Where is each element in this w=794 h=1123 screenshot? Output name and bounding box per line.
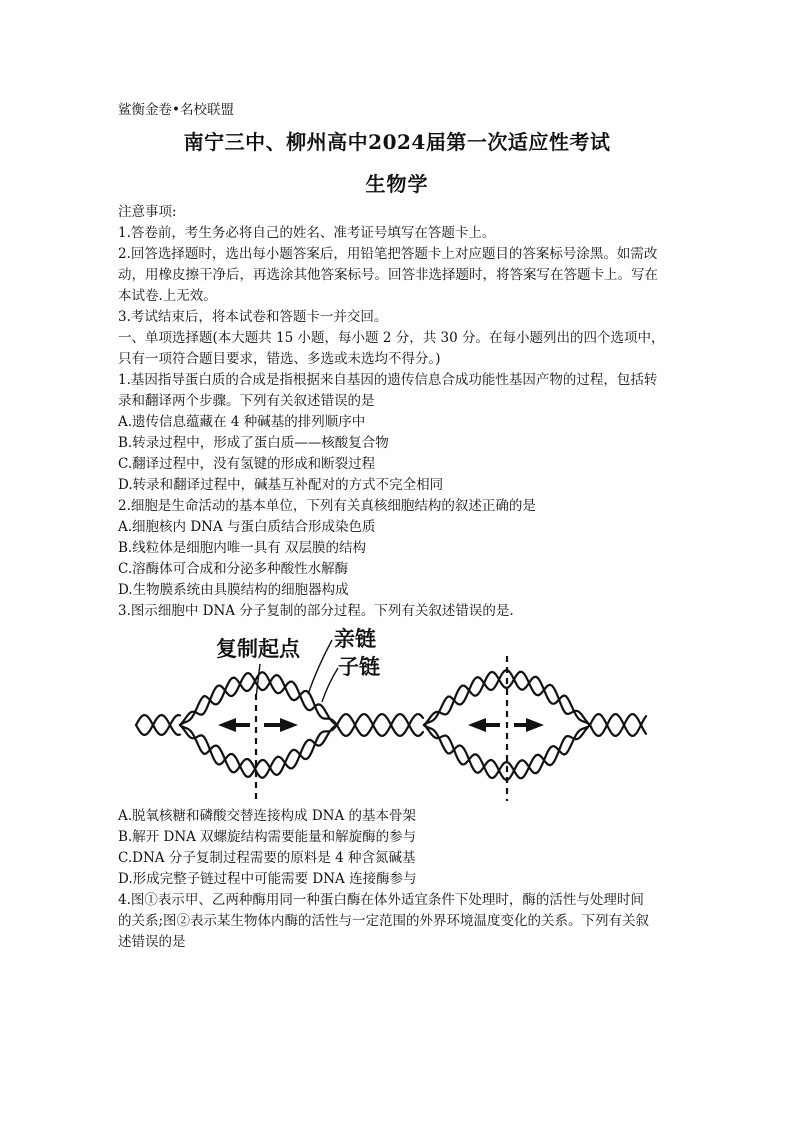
left-arrow-icon <box>468 718 500 732</box>
question-line: 述错误的是 <box>118 934 186 950</box>
question-line: 录和翻译两个步骤。下列有关叙述错误的是 <box>118 393 375 409</box>
origin-label: 复制起点 <box>216 637 300 661</box>
notice-item: 本试卷.上无效。 <box>118 288 217 304</box>
dna-strands <box>136 670 646 780</box>
notice-item: 1.答卷前，考生务必将自己的姓名、准考证号填写在答题卡上。 <box>118 225 496 241</box>
option-line: C.DNA 分子复制过程需要的原料是 4 种含氮碱基 <box>118 850 416 866</box>
option-line: B.转录过程中，形成了蛋白质——核酸复合物 <box>118 435 389 451</box>
question-line: 4.图①表示甲、乙两种酶用同一种蛋白酶在体外适宜条件下处理时，酶的活性与处理时间 <box>118 892 644 908</box>
dna-replication-figure <box>132 626 652 804</box>
section-heading: 一、单项选择题(本大题共 15 小题，每小题 2 分，共 30 分。在每小题列出的四个选项中， <box>118 330 665 346</box>
exam-title: 南宁三中、柳州高中2024届第一次适应性考试 <box>183 130 611 154</box>
section-heading: 只有一项符合题目要求，错选、多选或未选均不得分。) <box>118 351 441 367</box>
daughter-pointer <box>322 668 338 702</box>
option-line: A.脱氧核糖和磷酸交替连接构成 DNA 的基本骨架 <box>118 808 417 824</box>
option-line: C.翻译过程中，没有氢键的形成和断裂过程 <box>118 456 376 472</box>
notice-item: 2.回答选择题时，选出每小题答案后，用铅笔把答题卡上对应题目的答案标号涂黑。如需改 <box>118 246 658 262</box>
daughter-strand-label: 子链 <box>338 655 380 679</box>
left-arrow-icon <box>218 718 250 732</box>
notice-heading: 注意事项: <box>118 204 177 220</box>
option-line: C.溶酶体可合成和分泌多种酸性水解酶 <box>118 561 349 577</box>
option-line: B.解开 DNA 双螺旋结构需要能量和解旋酶的参与 <box>118 829 417 845</box>
parent-strand-label: 亲链 <box>334 627 376 651</box>
option-line: A.遗传信息蕴藏在 4 种碱基的排列顺序中 <box>118 414 366 430</box>
notice-item: 动，用橡皮擦干净后，再选涂其他答案标号。回答非选择题时，将答案写在答题卡上。写在 <box>118 267 658 283</box>
right-arrow-icon <box>264 718 298 732</box>
origin-pointer <box>256 664 260 698</box>
question-line: 2.细胞是生命活动的基本单位，下列有关真核细胞结构的叙述正确的是 <box>118 498 536 514</box>
question-line: 3.图示细胞中 DNA 分子复制的部分过程。下列有关叙述错误的是. <box>118 603 514 619</box>
option-line: B.线粒体是细胞内唯一具有 双层膜的结构 <box>118 540 367 556</box>
right-arrow-icon <box>514 718 544 732</box>
subject-title: 生物学 <box>365 172 429 196</box>
question-3-options-block <box>118 806 678 953</box>
question-line: 1.基因指导蛋白质的合成是指根据来自基因的遗传信息合成功能性基因产物的过程，包括转 <box>118 372 658 388</box>
option-line: D.形成完整子链过程中可能需要 DNA 连接酶参与 <box>118 871 417 887</box>
notice-item: 3.考试结束后，将本试卷和答题卡一并交回。 <box>118 309 388 325</box>
question-line: 的关系;图②表示某生物体内酶的活性与一定范围的外界环境温度变化的关系。下列有关叙 <box>118 913 650 929</box>
dna-strand <box>180 725 336 777</box>
notice-block <box>118 202 678 622</box>
option-line: A.细胞核内 DNA 与蛋白质结合形成染色质 <box>118 519 376 535</box>
option-line: D.转录和翻译过程中，碱基互补配对的方式不完全相同 <box>118 477 444 493</box>
option-line: D.生物膜系统由具膜结构的细胞器构成 <box>118 582 349 598</box>
publisher-tag: 鲨衡金卷•名校联盟 <box>118 102 234 118</box>
